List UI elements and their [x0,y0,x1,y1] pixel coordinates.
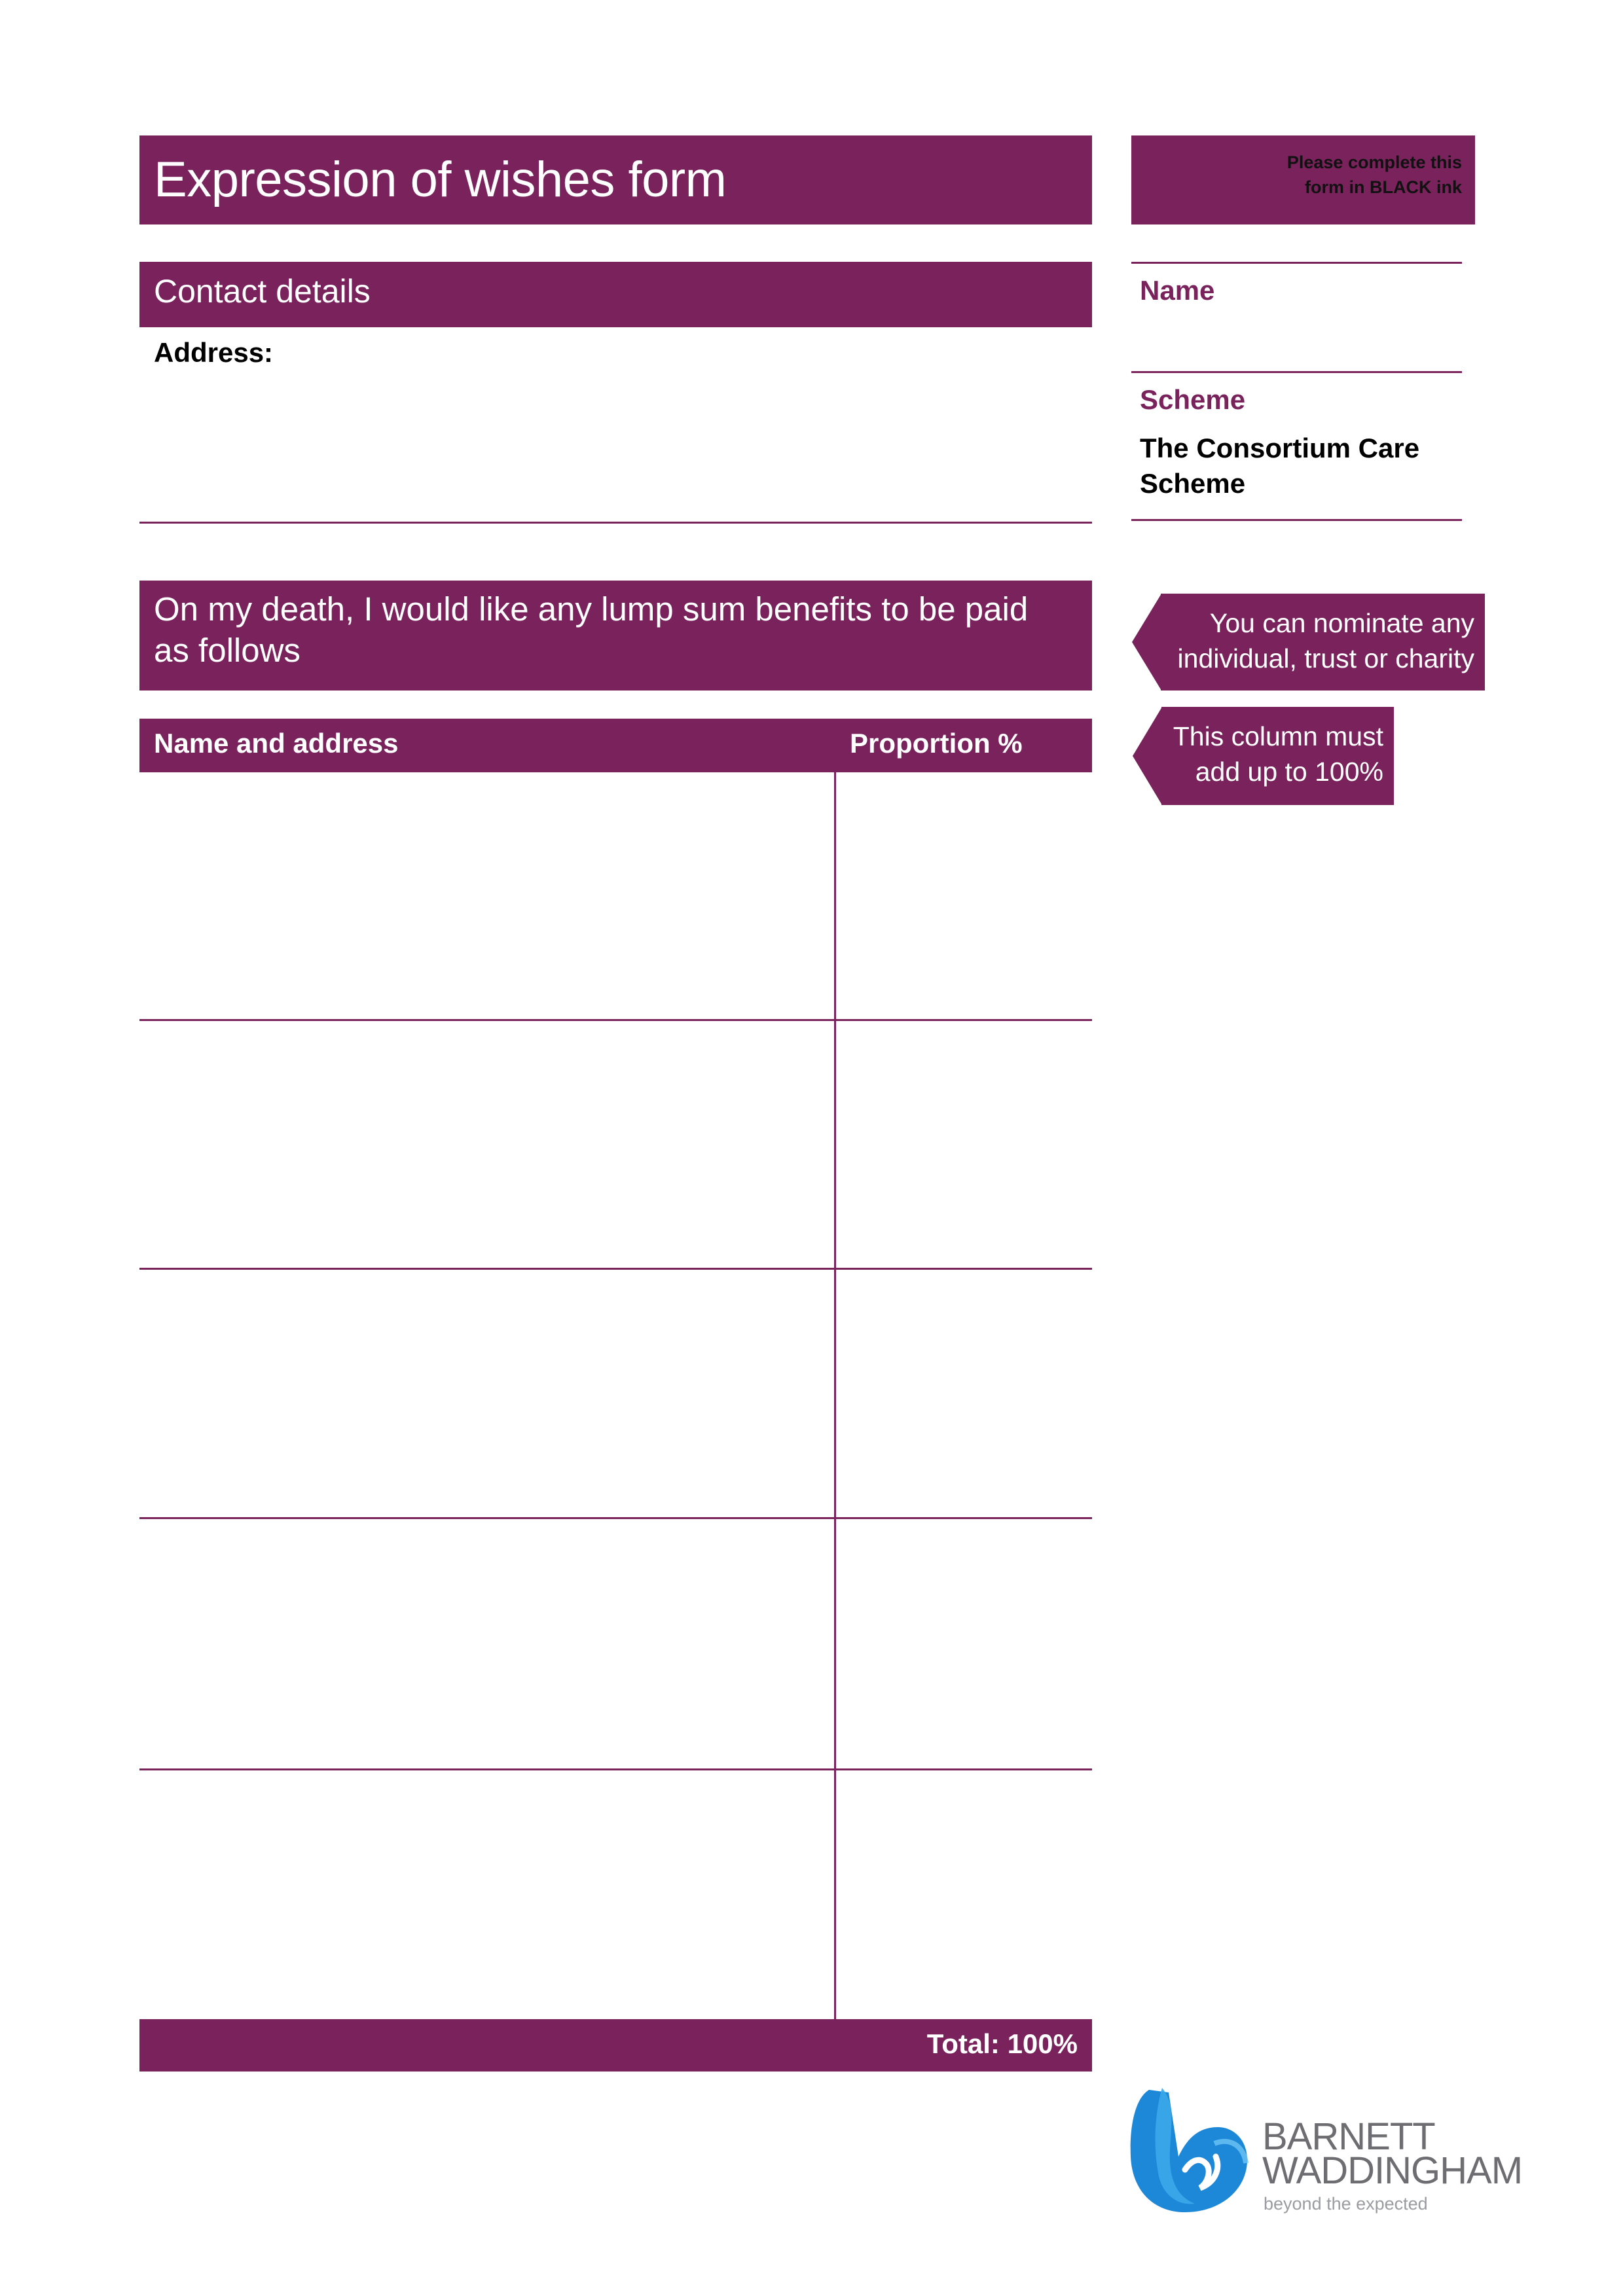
scheme-bottom-rule [1131,519,1462,521]
beneficiary-3-name-address-field[interactable] [139,1270,833,1516]
barnett-waddingham-logo-mark [1123,2085,1254,2215]
column-total-callout-arrow [1133,707,1162,805]
row-separator [139,1768,1092,1770]
scheme-value-line1: The Consortium Care [1140,433,1420,463]
ink-note-band [1131,135,1475,224]
table-total-row [139,2019,1092,2072]
logo-text-waddingham: WADDINGHAM [1262,2149,1523,2192]
contact-details-heading-band [139,262,1092,327]
address-underline [139,522,1092,524]
beneficiary-2-proportion-field[interactable] [837,1022,1092,1267]
contact-details-heading: Contact details [154,273,371,310]
beneficiary-4-proportion-field[interactable] [837,1520,1092,1768]
nominate-callout-line2: individual, trust or charity [1177,643,1474,673]
benefits-heading-band [139,581,1092,691]
beneficiary-5-proportion-field[interactable] [837,1771,1092,2018]
column-total-callout-line1: This column must [1173,721,1383,751]
row-separator [139,1019,1092,1021]
scheme-value-line2: Scheme [1140,468,1246,499]
column-total-callout [1161,707,1394,805]
logo-text-barnett: BARNETT [1262,2115,1435,2158]
address-field[interactable] [139,373,1092,520]
beneficiary-3-proportion-field[interactable] [837,1270,1092,1516]
beneficiary-5-name-address-field[interactable] [139,1771,833,2018]
form-title-band [139,135,1092,224]
ink-note [1287,150,1462,200]
name-field[interactable] [1131,308,1462,370]
proportion-column-header: Proportion % [850,728,1023,759]
scheme-label: Scheme [1140,384,1246,415]
row-separator [139,1517,1092,1519]
beneficiary-2-name-address-field[interactable] [139,1022,833,1267]
beneficiary-1-proportion-field[interactable] [837,772,1092,1018]
name-bottom-rule [1131,371,1462,373]
row-separator [139,1268,1092,1270]
nominate-callout-arrow [1132,594,1161,691]
total-label: Total: 100% [926,2028,1078,2059]
nominate-callout [1161,594,1485,691]
ink-note-line1: Please complete this [1286,152,1462,172]
beneficiary-1-name-address-field[interactable] [139,772,833,1018]
name-and-address-column-header: Name and address [154,728,399,759]
form-title: Expression of wishes form [154,152,727,207]
beneficiaries-table-header [139,719,1092,772]
nominate-callout-line1: You can nominate any [1209,608,1474,638]
logo-tagline: beyond the expected [1264,2194,1428,2214]
scheme-value [1140,431,1419,501]
address-label: Address: [154,337,274,368]
name-top-rule [1131,262,1462,264]
name-label: Name [1140,275,1215,306]
column-total-callout-line2: add up to 100% [1195,757,1383,787]
column-divider [834,772,836,2019]
beneficiary-4-name-address-field[interactable] [139,1520,833,1768]
ink-note-line2: form in BLACK ink [1305,177,1462,197]
benefits-heading: On my death, I would like any lump sum benefits to be paid as follows [154,590,1029,669]
